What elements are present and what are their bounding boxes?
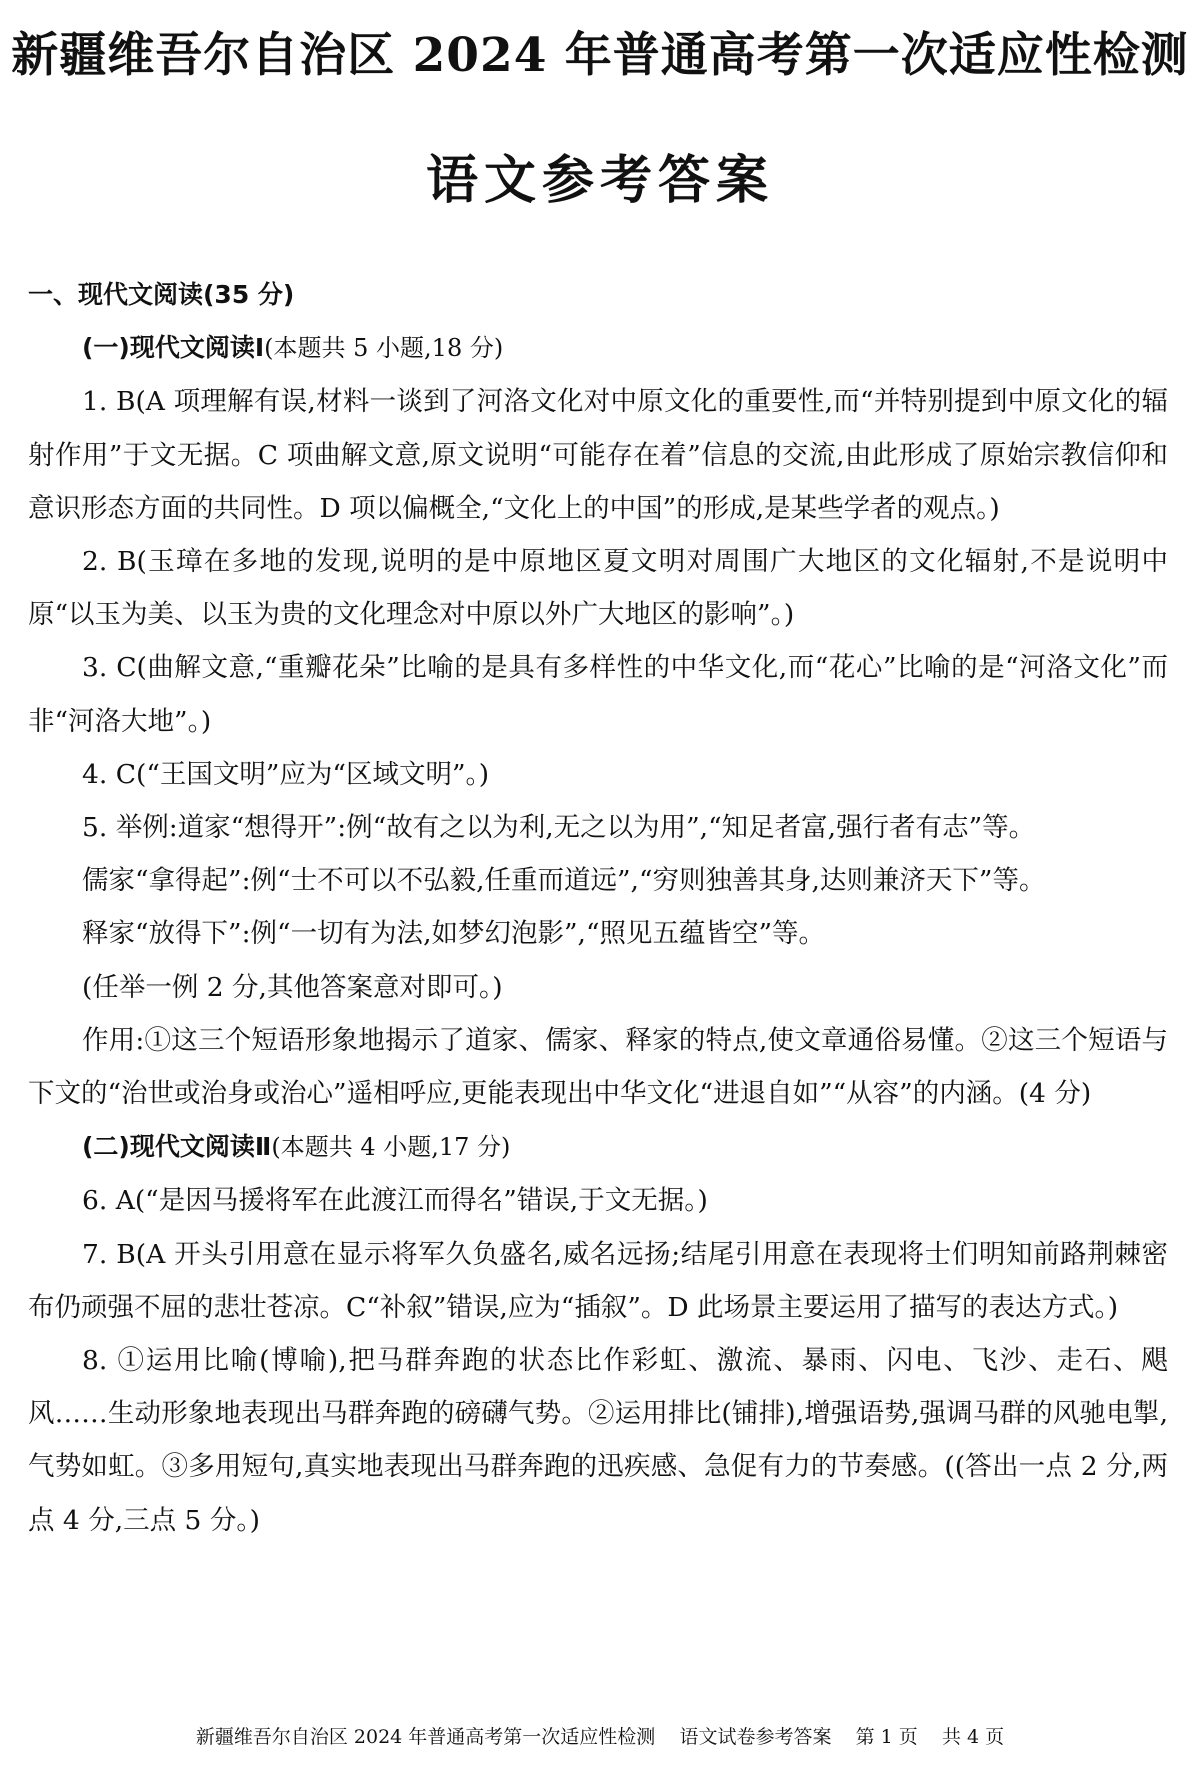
answer-q3: 3. C(曲解文意,“重瓣花朵”比喻的是具有多样性的中华文化,而“花心”比喻的是“河洛文化”而非“河洛大地”。)	[28, 652, 1168, 737]
answer-q2: 2. B(玉璋在多地的发现,说明的是中原地区夏文明对周围广大地区的文化辐射,不是说明中原“以玉为美、以玉为贵的文化理念对中原以外广大地区的影响”。)	[28, 546, 1168, 631]
answer-q8: 8. ①运用比喻(博喻),把马群奔跑的状态比作彩虹、激流、暴雨、闪电、飞沙、走石、飓风……生动形象地表现出马群奔跑的磅礴气势。②运用排比(铺排),增强语势,强调马群的风驰电掣,气势如虹。③多用短句,真实地表现出马群奔跑的迅疾感、急促有力的节奏感。((答出一点 2 分,两点 4 分,三点 5 分。)	[28, 1345, 1168, 1536]
answer-content	[28, 268, 1168, 1547]
answer-q7: 7. B(A 开头引用意在显示将军久负盛名,威名远扬;结尾引用意在表现将士们明知前路荆棘密布仍顽强不屈的悲壮苍凉。C“补叙”错误,应为“插叙”。D 此场景主要运用了描写的表达方式。)	[28, 1238, 1168, 1323]
section-heading: 一、现代文阅读(35 分)	[28, 280, 295, 309]
subsection-heading-1	[28, 321, 1168, 375]
answer-q5-line1: 5. 举例:道家“想得开”:例“故有之以为利,无之以为用”,“知足者富,强行者有志”等。	[82, 812, 1036, 844]
subsection-note: (本题共 5 小题,18 分)	[264, 334, 504, 363]
answer-q5-line2: 儒家“拿得起”:例“士不可以不弘毅,任重而道远”,“穷则独善其身,达则兼济天下”等。	[82, 865, 1046, 897]
answer-q4: 4. C(“王国文明”应为“区域文明”。)	[82, 758, 490, 790]
answer-q5-effect: 作用:①这三个短语形象地揭示了道家、儒家、释家的特点,使文章通俗易懂。②这三个短语与下文的“治世或治身或治心”遥相呼应,更能表现出中华文化“进退自如”“从容”的内涵。(4 分)	[28, 1024, 1168, 1110]
page-footer: 新疆维吾尔自治区 2024 年普通高考第一次适应性检测 语文试卷参考答案 第 1 页 共 4 页	[195, 1726, 1005, 1748]
answer-q6: 6. A(“是因马援将军在此渡江而得名”错误,于文无据。)	[82, 1185, 708, 1217]
subsection-label: (二)现代文阅读Ⅱ	[82, 1132, 272, 1162]
answer-q5-scoring: (任举一例 2 分,其他答案意对即可。)	[82, 971, 503, 1003]
subsection-label: (一)现代文阅读Ⅰ	[82, 333, 265, 363]
answer-q1: 1. B(A 项理解有误,材料一谈到了河洛文化对中原文化的重要性,而“并特别提到中原文化的辐射作用”于文无据。C 项曲解文意,原文说明“可能存在着”信息的交流,由此形成了原始宗教信仰和意识形态方面的共同性。D 项以偏概全,“文化上的中国”的形成,是某些学者的观点。)	[28, 386, 1168, 524]
document-title: 新疆维吾尔自治区 2024 年普通高考第一次适应性检测	[11, 28, 1189, 83]
answer-q5-line3: 释家“放得下”:例“一切有为法,如梦幻泡影”,“照见五蕴皆空”等。	[82, 918, 826, 950]
subsection-heading-2	[28, 1120, 1168, 1174]
subsection-note: (本题共 4 小题,17 分)	[271, 1133, 511, 1162]
document-subtitle: 语文参考答案	[425, 150, 774, 211]
